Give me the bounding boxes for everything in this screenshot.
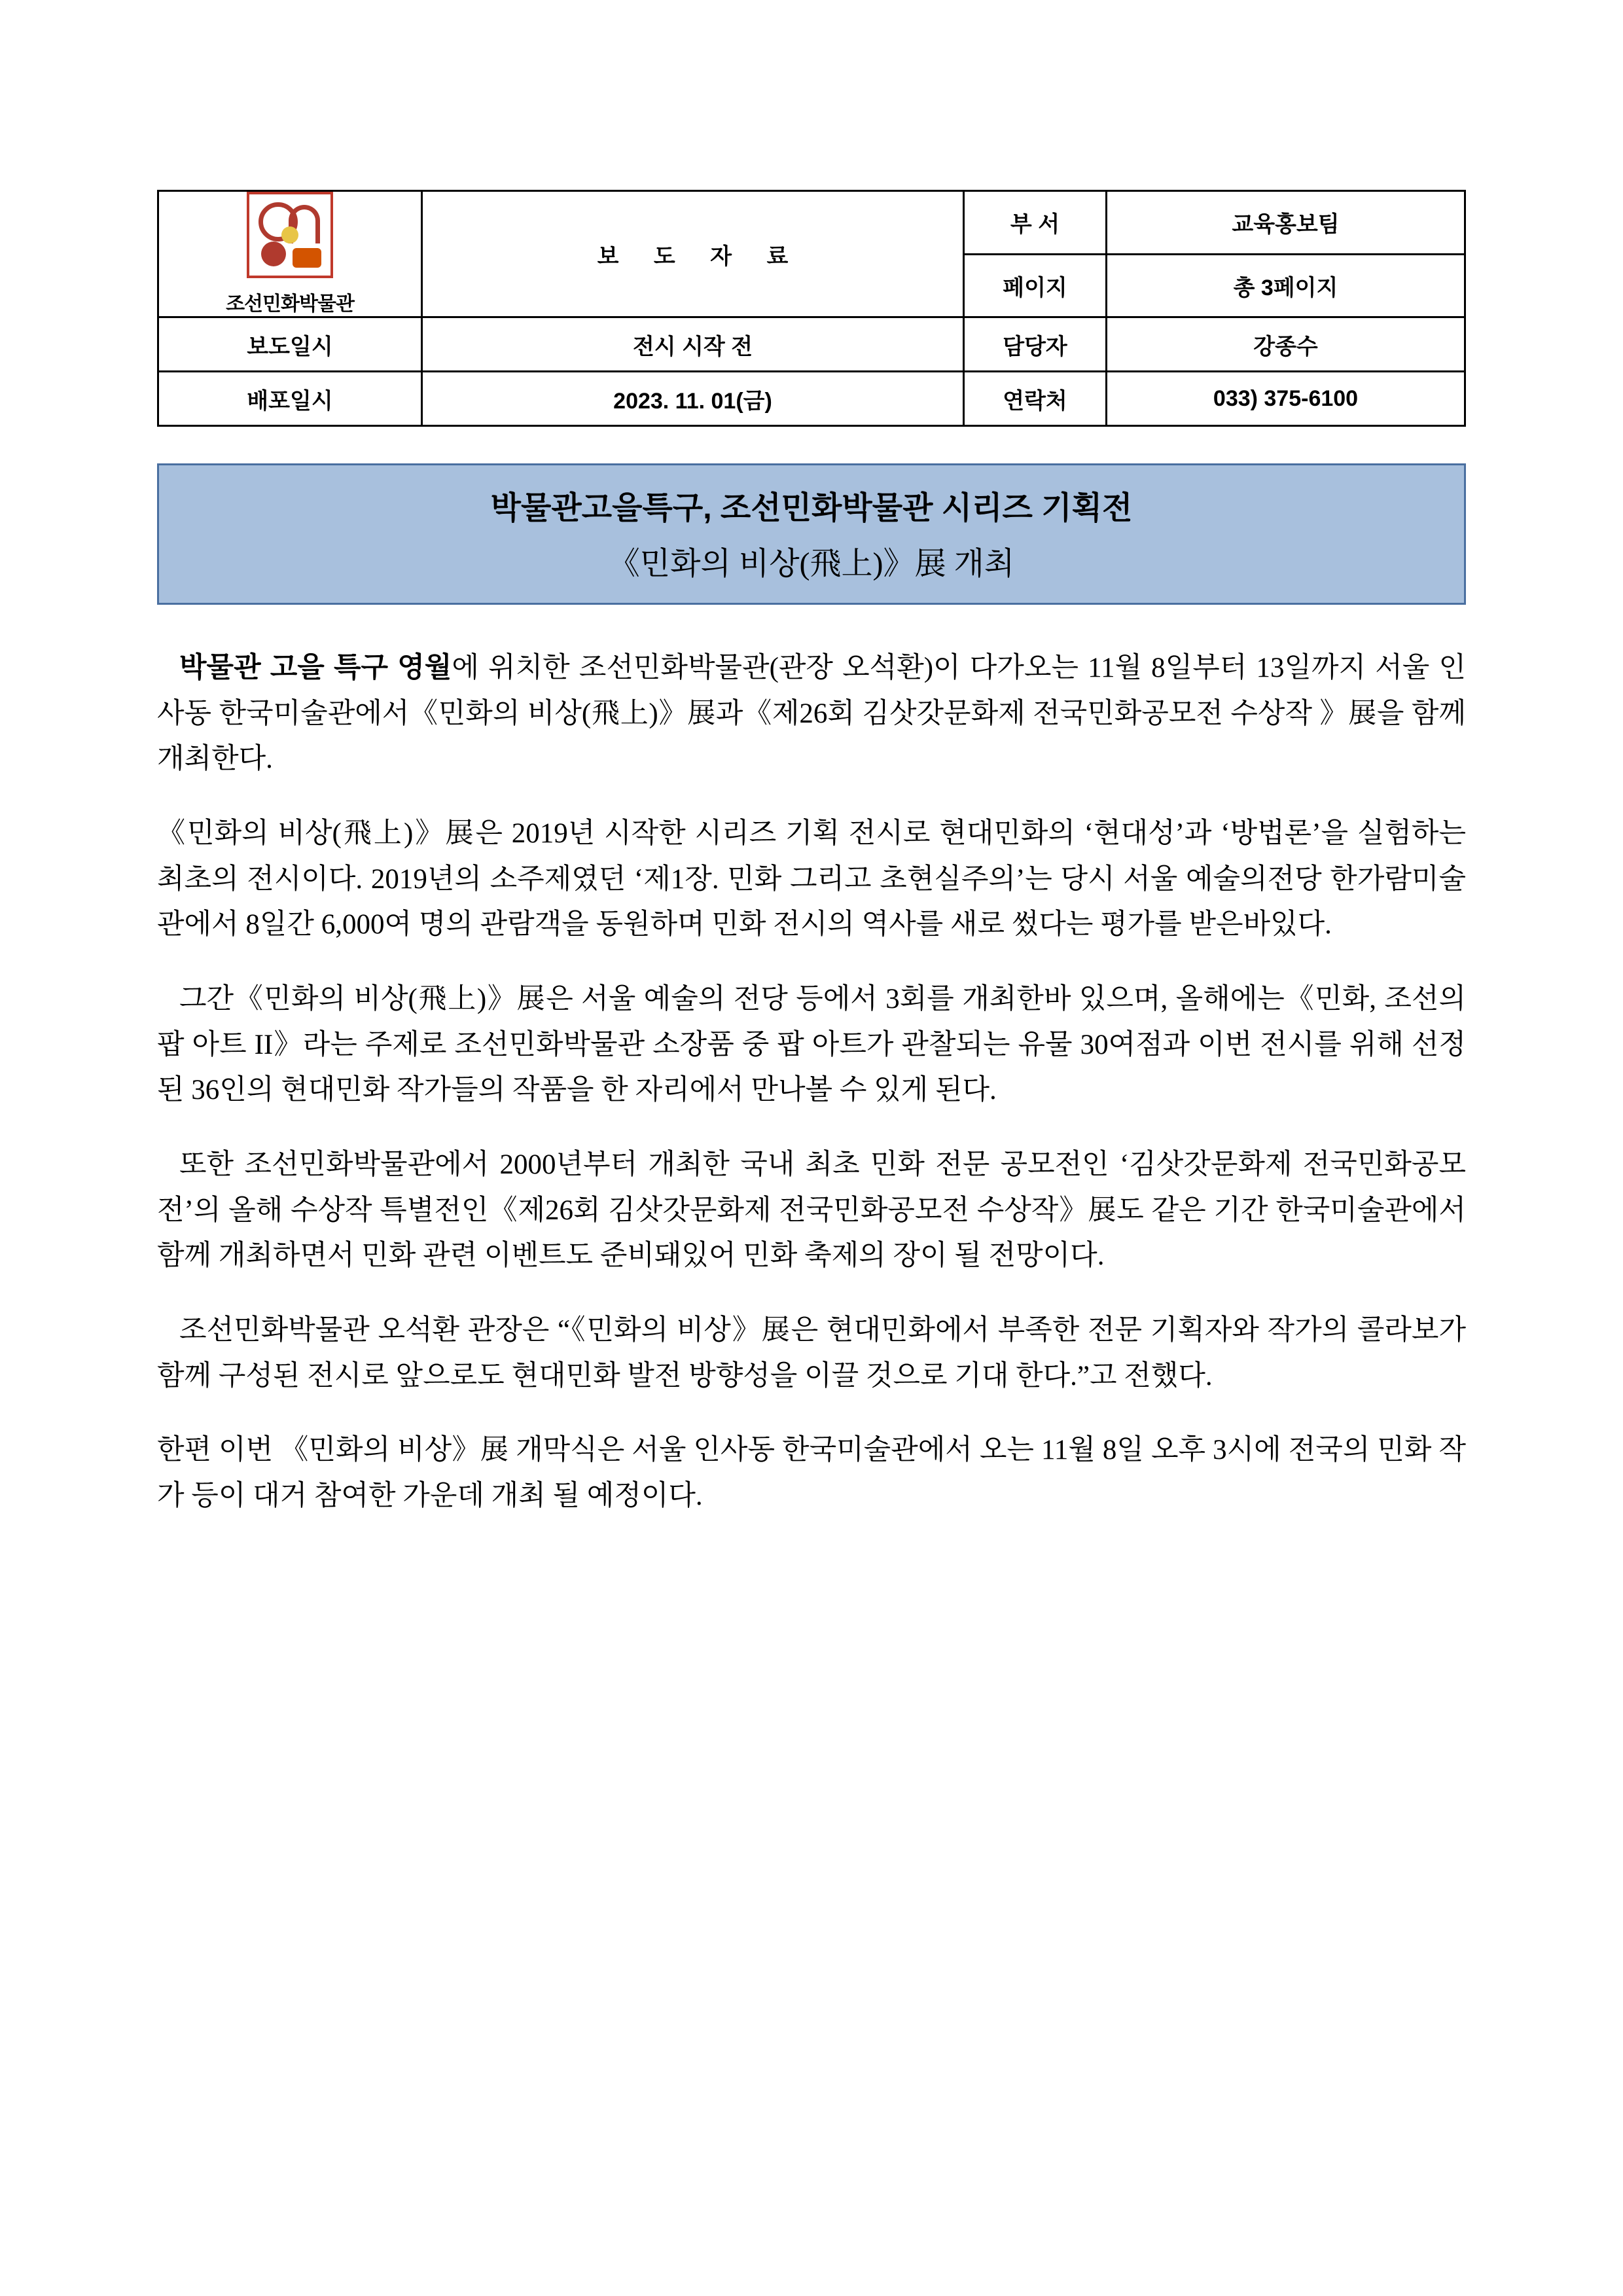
release-date-label: 보도일시 — [158, 317, 422, 372]
page-count-label: 페이지 — [964, 254, 1107, 317]
press-release-header-table — [157, 190, 1466, 427]
page-count-value: 총 3페이지 — [1107, 254, 1465, 317]
distribution-date-value: 2023. 11. 01(금) — [422, 372, 964, 426]
distribution-date-label: 배포일시 — [158, 372, 422, 426]
paragraph-3: 그간《민화의 비상(飛上)》展은 서울 예술의 전당 등에서 3회를 개최한바 있으며, 올해에는《민화, 조선의 팝 아트 II》라는 주제로 조선민화박물관 소장품 중 팝 아트가 관찰되는 유물 30여점과 이번 전시를 위해 선정된 36인의 현대민화 작가들의 작품을 한 자리에서 만나볼 수 있게 된다. — [157, 983, 1466, 1106]
department-value: 교육홍보팀 — [1107, 191, 1465, 255]
headline-line-1: 박물관고을특구, 조선민화박물관 시리즈 기획전 — [490, 491, 1133, 526]
paragraph-4: 또한 조선민화박물관에서 2000년부터 개최한 국내 최초 민화 전문 공모전인 ‘김삿갓문화제 전국민화공모전’의 올해 수상작 특별전인《제26회 김삿갓문화제 전국민화공모전 수상작》展도 같은 기간 한국미술관에서 함께 개최하면서 민화 관련 이벤트도 준비돼있어 민화 축제의 장이 될 전망이다. — [157, 1149, 1466, 1272]
headline-line-2: 《민화의 비상(飛上)》展 개최 — [608, 547, 1015, 581]
lead-in-text: 박물관 고을 특구 영월 — [179, 653, 452, 683]
table-row — [158, 317, 1465, 372]
document-title: 보 도 자 료 — [422, 191, 964, 317]
release-date-value: 전시 시작 전 — [422, 317, 964, 372]
paragraph-2: 《민화의 비상(飛上)》展은 2019년 시작한 시리즈 기획 전시로 현대민화의 ‘현대성’과 ‘방법론’을 실험하는 최초의 전시이다. 2019년의 소주제였던 ‘제1장. 민화 그리고 초현실주의’는 당시 서울 예술의전당 한가람미술관에서 8일간 6,000여 명의 관람객을 동원하며 민화 전시의 역사를 새로 썼다는 평가를 받은바있다. — [157, 817, 1466, 941]
paragraph-1-text: 에 위치한 조선민화박물관(관장 오석환)이 다가오는 11월 8일부터 13일까지 서울 인사동 한국미술관에서《민화의 비상(飛上)》展과《제26회 김삿갓문화제 전국민화공모전 수상작 》展을 함께 개최한다. — [157, 653, 1466, 775]
manager-value: 강종수 — [1107, 317, 1465, 372]
paragraph-1 — [157, 645, 1466, 782]
museum-logo-icon — [247, 192, 333, 278]
table-row — [158, 191, 1465, 255]
department-label: 부 서 — [964, 191, 1107, 255]
paragraph-5: 조선민화박물관 오석환 관장은 “《민화의 비상》展은 현대민화에서 부족한 전문 기획자와 작가의 콜라보가 함께 구성된 전시로 앞으로도 현대민화 발전 방향성을 이끌 것으로 기대 한다.”고 전했다. — [157, 1314, 1466, 1391]
headline-banner — [157, 463, 1466, 605]
museum-logo-cell — [158, 191, 422, 317]
article-body — [157, 645, 1466, 1519]
paragraph-6: 한편 이번 《민화의 비상》展 개막식은 서울 인사동 한국미술관에서 오는 11월 8일 오후 3시에 전국의 민화 작가 등이 대거 참여한 가운데 개최 될 예정이다. — [157, 1435, 1466, 1511]
museum-name-label: 조선민화박물관 — [226, 293, 354, 315]
manager-label: 담당자 — [964, 317, 1107, 372]
table-row — [158, 372, 1465, 426]
contact-value: 033) 375-6100 — [1107, 372, 1465, 426]
contact-label: 연락처 — [964, 372, 1107, 426]
